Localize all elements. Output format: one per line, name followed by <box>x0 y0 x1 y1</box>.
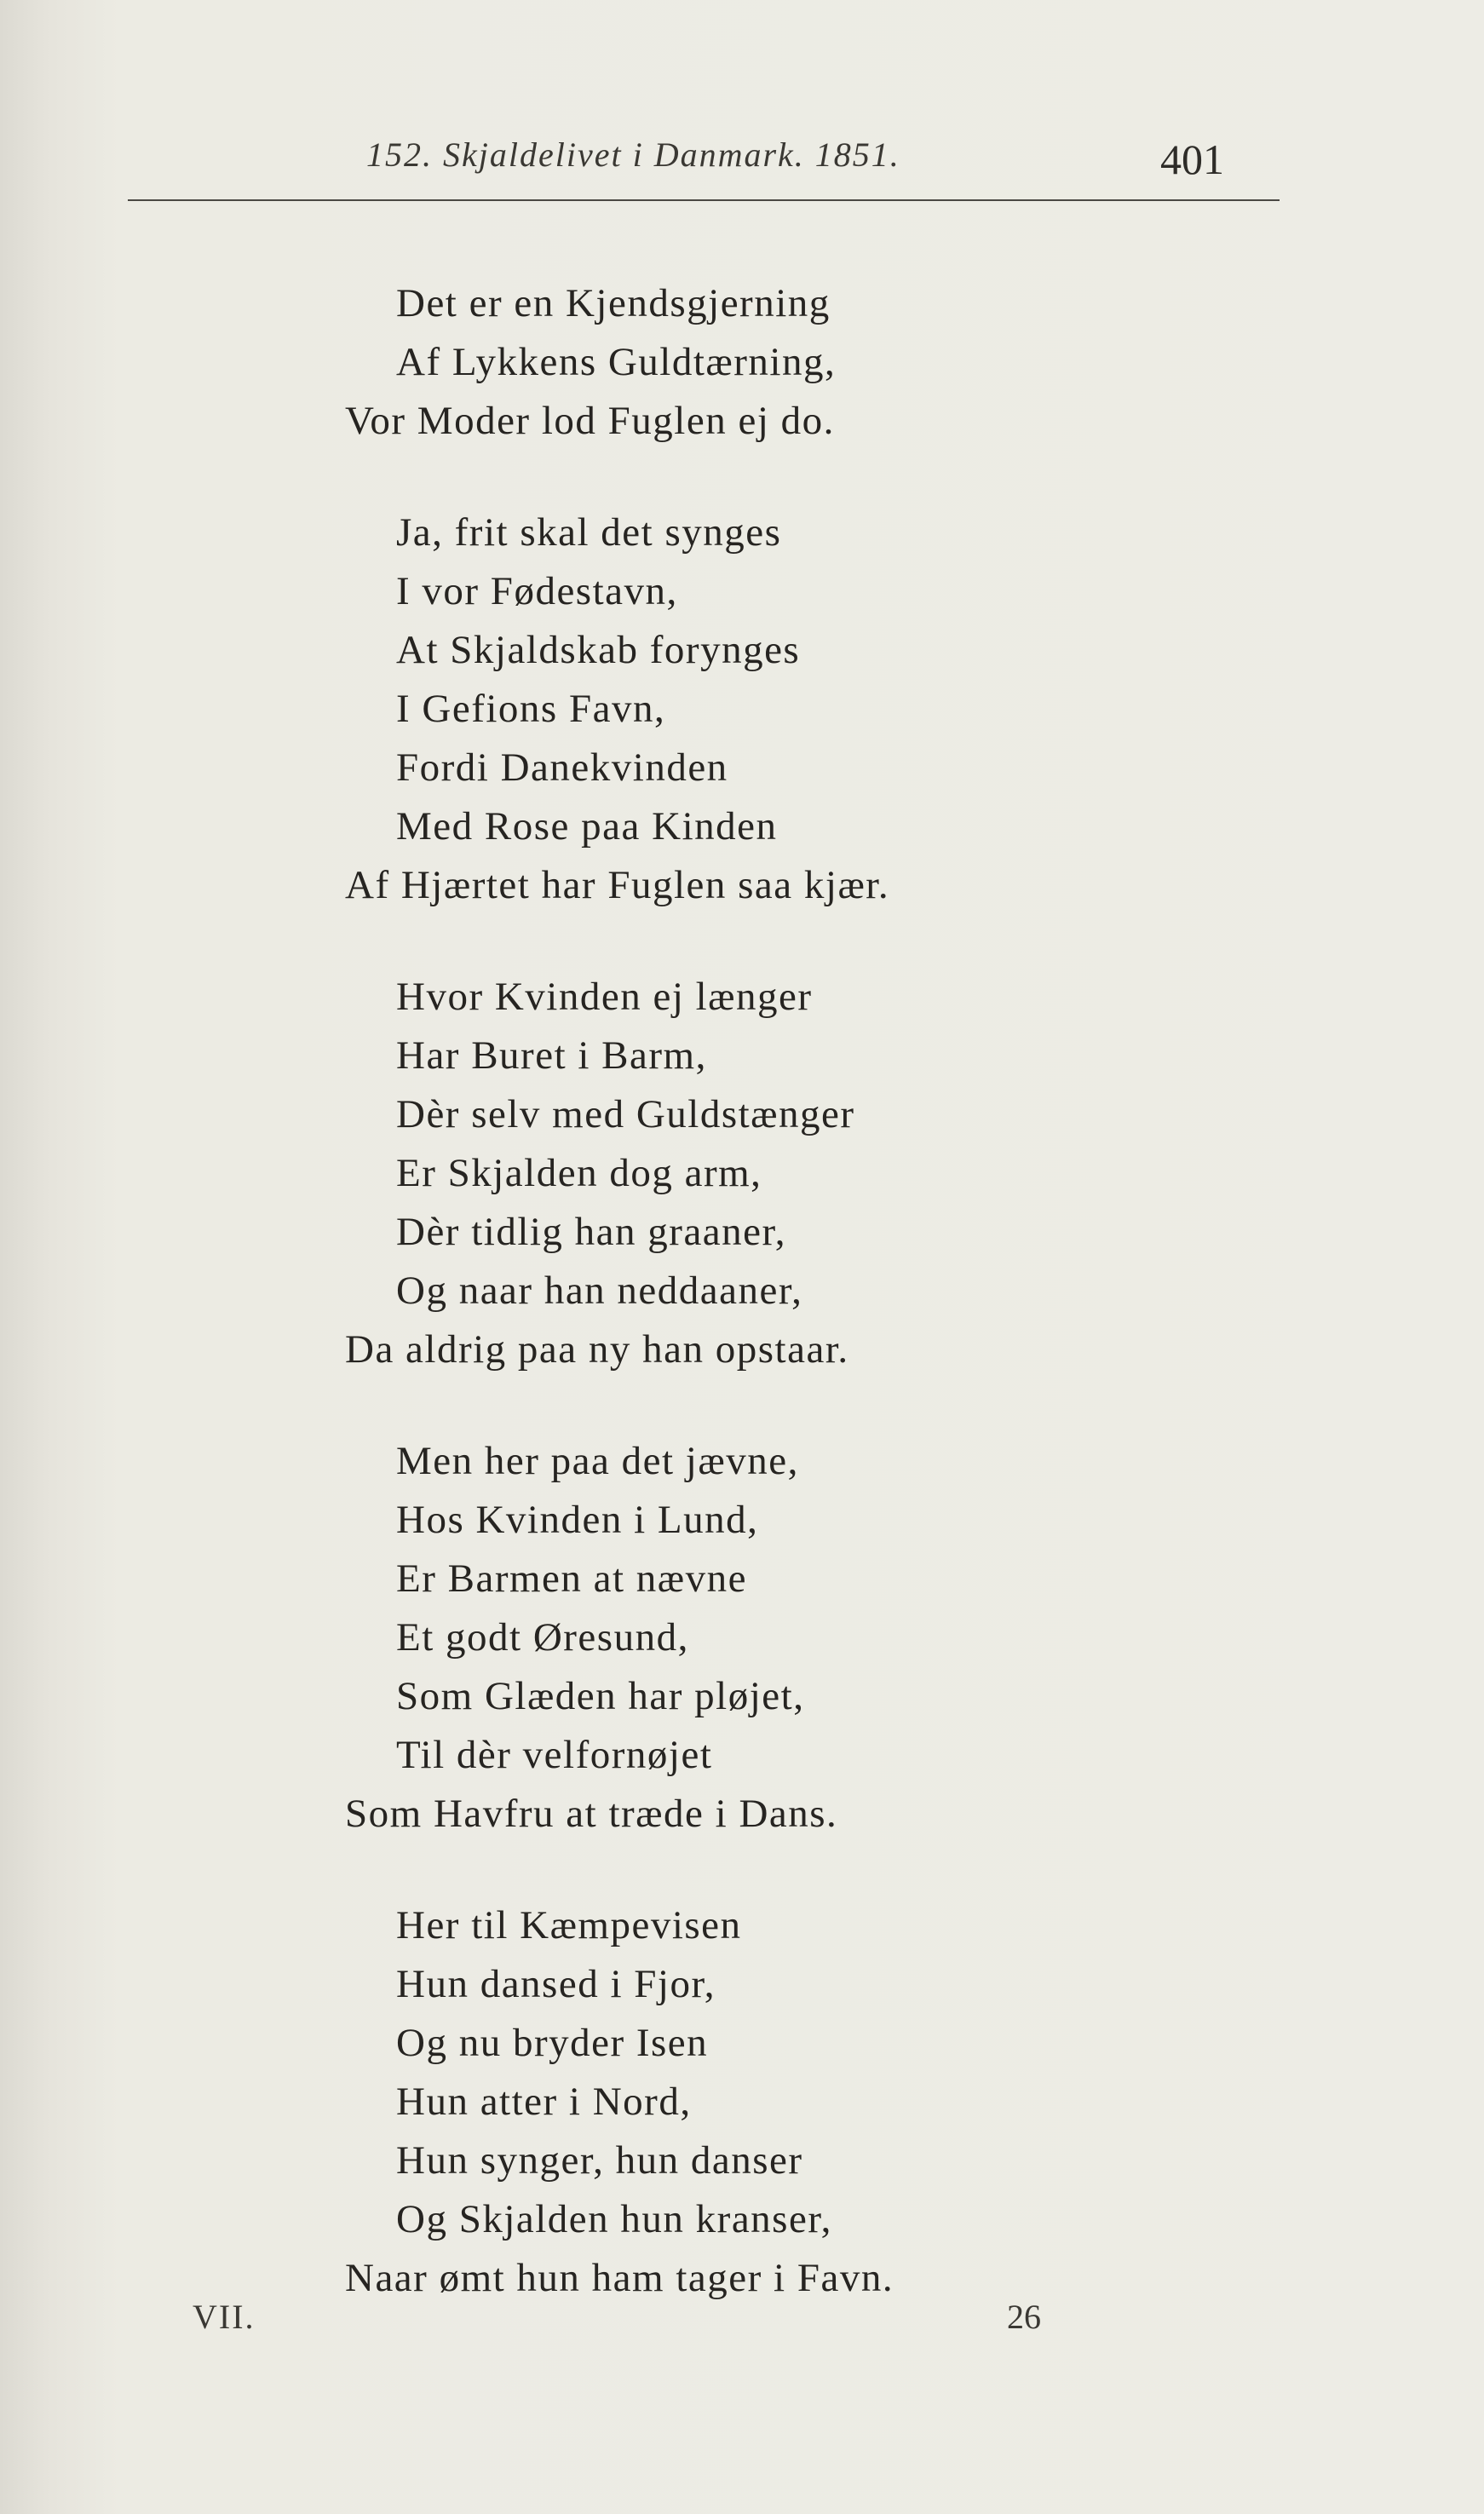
poem-line: Ja, frit skal det synges <box>396 510 782 555</box>
poem-line: Har Buret i Barm, <box>396 1033 707 1078</box>
stanza-5 <box>0 1896 1484 2308</box>
poem-line: Og Skjalden hun kranser, <box>396 2197 832 2241</box>
poem-line: Dèr selv med Guldstænger <box>396 1092 855 1136</box>
poem-line: Og nu bryder Isen <box>396 2021 709 2065</box>
poem-line: Et godt Øresund, <box>396 1615 689 1660</box>
poem-line: Det er en Kjendsgjerning <box>396 281 831 325</box>
poem-line: Hun synger, hun danser <box>396 2138 803 2183</box>
poem-line: Naar ømt hun ham tager i Favn. <box>345 2256 894 2300</box>
stanza-3 <box>0 968 1484 1379</box>
poem-line: Af Hjærtet har Fuglen saa kjær. <box>345 863 890 907</box>
poem-line: Med Rose paa Kinden <box>396 804 778 849</box>
running-head: 152. Skjaldelivet i Danmark. 1851. <box>366 135 900 174</box>
poem-line: Dèr tidlig han graaner, <box>396 1210 787 1254</box>
poem-line: Som Havfru at træde i Dans. <box>345 1792 838 1836</box>
poem-line: Hos Kvinden i Lund, <box>396 1498 759 1542</box>
header-rule <box>128 199 1280 201</box>
poem-line: Er Skjalden dog arm, <box>396 1151 762 1195</box>
poem-line: Som Glæden har pløjet, <box>396 1674 805 1718</box>
page-header <box>0 128 1484 196</box>
poem-line: Og naar han neddaaner, <box>396 1269 803 1313</box>
poem-line: Hun dansed i Fjor, <box>396 1962 716 2006</box>
poem-line: Af Lykkens Guldtærning, <box>396 340 837 384</box>
poem-line: Til dèr velfornøjet <box>396 1733 713 1777</box>
poem-line: I Gefions Favn, <box>396 687 666 731</box>
stanza-1 <box>0 274 1484 451</box>
poem-line: I vor Fødestavn, <box>396 569 678 613</box>
poem-line: Men her paa det jævne, <box>396 1439 799 1483</box>
sheet-number: 26 <box>1007 2298 1041 2336</box>
poem-line: Da aldrig paa ny han opstaar. <box>345 1327 849 1372</box>
poem-line: At Skjaldskab forynges <box>396 628 801 672</box>
page-number: 401 <box>1160 135 1224 183</box>
poem <box>0 274 1484 2361</box>
poem-line: Fordi Danekvinden <box>396 745 728 790</box>
poem-line: Er Barmen at nævne <box>396 1556 748 1601</box>
poem-line: Her til Kæmpevisen <box>396 1903 742 1947</box>
signature-mark: VII. <box>193 2298 256 2336</box>
poem-line: Vor Moder lod Fuglen ej do. <box>345 399 835 443</box>
poem-line: Hun atter i Nord, <box>396 2080 692 2124</box>
stanza-2 <box>0 503 1484 915</box>
poem-line: Hvor Kvinden ej længer <box>396 975 813 1019</box>
stanza-4 <box>0 1432 1484 1844</box>
page-footer <box>0 2297 1484 2356</box>
